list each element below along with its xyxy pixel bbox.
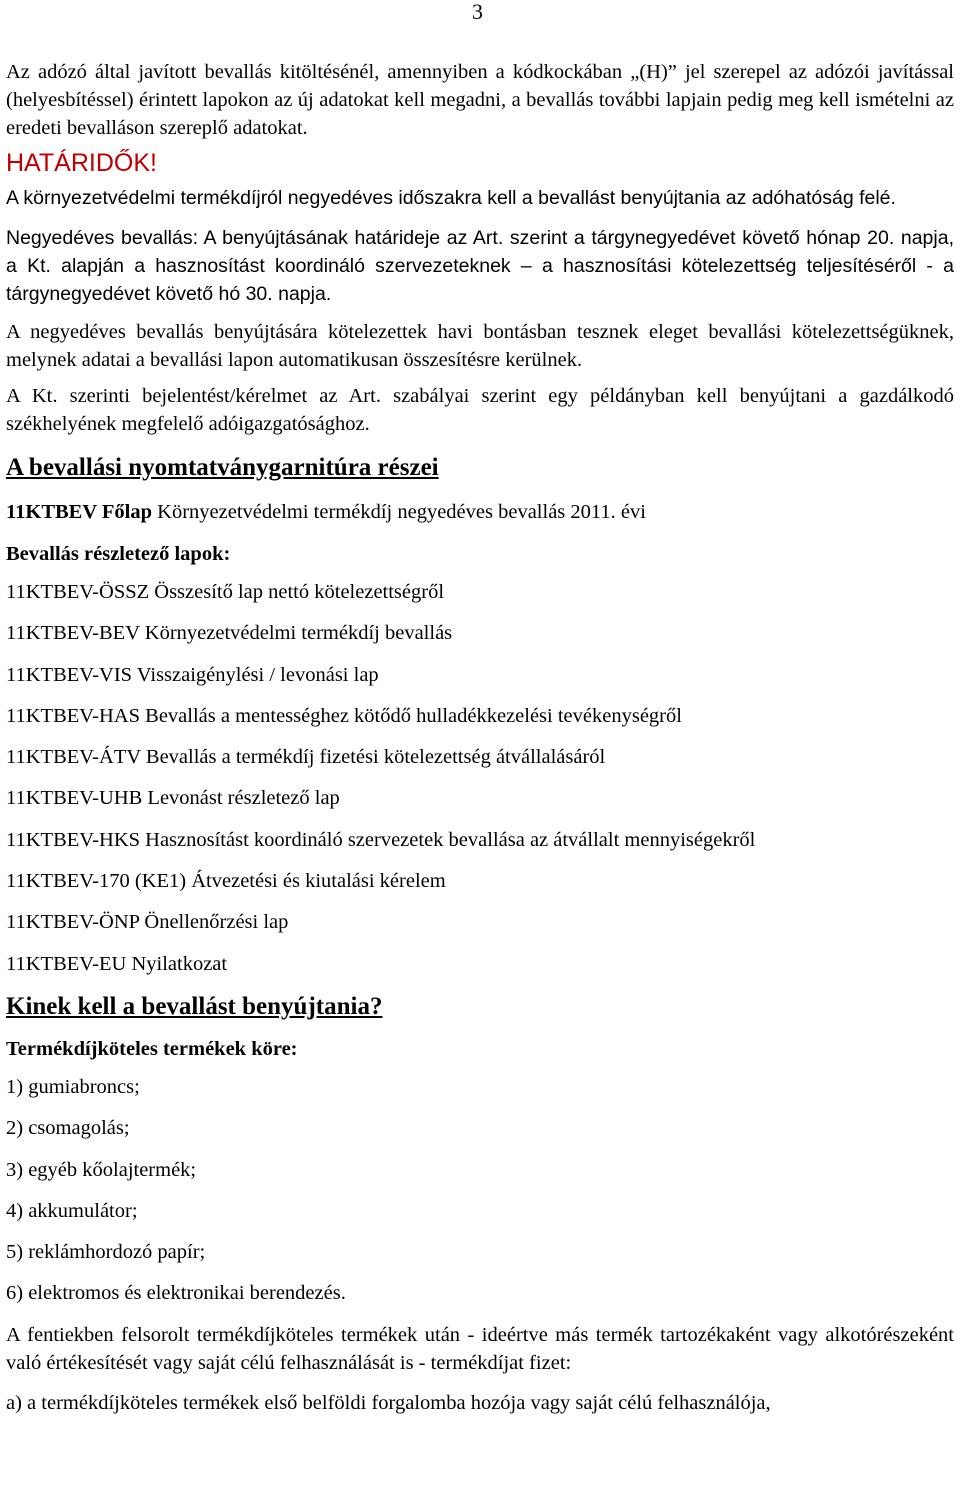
main-form-description: Környezetvédelmi termékdíj negyedéves bevallás 2011. évi [152,501,646,523]
deadlines-paragraph-1: A környezetvédelmi termékdíjról negyedéves időszakra kell a bevallást benyújtania az adóhatóság felé. [6,187,896,209]
document-body [6,58,954,1417]
product-item: 5) reklámhordozó papír; [6,1241,206,1264]
product-item: 4) akkumulátor; [6,1199,138,1222]
product-item: 1) gumiabroncs; [6,1075,140,1098]
main-form-line [6,498,954,526]
detail-item-170: 11KTBEV-170 (KE1) Átvezetési és kiutalási kérelem [6,870,446,893]
deadlines-paragraph-4: A Kt. szerinti bejelentést/kérelmet az Art. szabályai szerint egy példányban kell benyújtani a gazdálkodó székhelyének megfelelő adóigazgatósághoz. [6,385,954,435]
closing-paragraph: A fentiekben felsorolt termékdíjköteles termékek után - ideértve más termék tartozékaként vagy alkotórészeként való értékesítését vagy saját célú felhasználását is - termékdíjat fizet: [6,1323,954,1374]
deadlines-paragraph-2: Negyedéves bevallás: A benyújtásának határideje az Art. szerint a tárgynegyedévet követő hónap 20. napja, a Kt. alapján a hasznosítást koordináló szervezeteknek – a hasznosítási kötelezettség teljesítéséről - a tárgynegyedévet követő hó 30. napja. [6,227,954,305]
detail-item-ossz: 11KTBEV-ÖSSZ Összesítő lap nettó kötelezettségről [6,581,445,603]
detail-item-vis: 11KTBEV-VIS Visszaigénylési / levonási lap [6,663,379,686]
detail-item-hks: 11KTBEV-HKS Hasznosítást koordináló szervezetek bevallása az átvállalt mennyiségekről [6,828,756,851]
forms-heading: A bevallási nyomtatványgarnitúra részei [6,454,439,481]
detail-item-onp: 11KTBEV-ÖNP Önellenőrzési lap [6,911,289,934]
deadlines-heading: HATÁRIDŐK! [6,149,157,177]
product-item: 2) csomagolás; [6,1117,130,1140]
detail-item-has: 11KTBEV-HAS Bevallás a mentességhez kötődő hulladékkezelési tevékenységről [6,704,682,727]
intro-paragraph: Az adózó által javított bevallás kitöltésénél, amennyiben a kódkockában „(H)” jel szerepel az adózói javítással (helyesbítéssel) érintett lapokon az új adatokat kell megadni, a bevallás további lapjain pedig meg kell ismételni az eredeti bevalláson szereplő adatokat. [6,61,954,139]
closing-item-a: a) a termékdíjköteles termékek első belföldi forgalomba hozója vagy saját célú felhasználója, [6,1391,771,1414]
detail-item-eu: 11KTBEV-EU Nyilatkozat [6,952,228,975]
deadlines-paragraph-3: A negyedéves bevallás benyújtására kötelezettek havi bontásban tesznek eleget bevallási kötelezettségüknek, melynek adatai a bevallási lapon automatikusan összesítésre kerülnek. [6,321,954,371]
detail-list [6,572,954,985]
product-item: 3) egyéb kőolajtermék; [6,1158,197,1181]
detail-item-uhb: 11KTBEV-UHB Levonást részletező lap [6,787,340,810]
products-list [6,1067,954,1315]
detail-heading: Bevallás részletező lapok: [6,543,231,565]
detail-item-atv: 11KTBEV-ÁTV Bevallás a termékdíj fizetési kötelezettség átvállalásáról [6,746,606,769]
page-number: 3 [472,0,483,24]
main-form-code: 11KTBEV Főlap [6,501,153,523]
products-heading: Termékdíjköteles termékek köre: [6,1037,298,1060]
product-item: 6) elektromos és elektronikai berendezés. [6,1282,346,1305]
detail-item-bev: 11KTBEV-BEV Környezetvédelmi termékdíj bevallás [6,622,453,645]
who-heading: Kinek kell a bevallást benyújtania? [6,992,383,1020]
